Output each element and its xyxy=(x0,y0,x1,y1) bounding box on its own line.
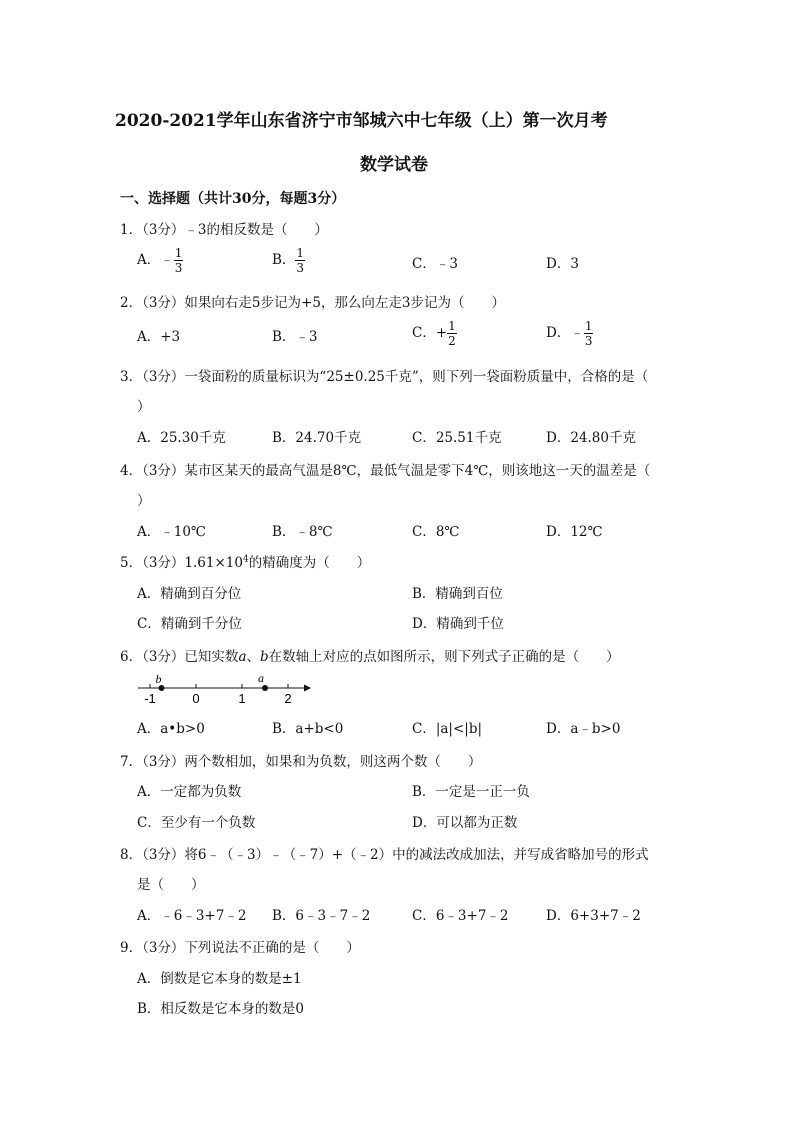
question-4-option-d: D．12℃ xyxy=(546,524,603,540)
tick-label: 0 xyxy=(192,691,200,706)
number-line-arrow xyxy=(304,685,311,692)
question-5-option-b: B．精确到百位 xyxy=(412,586,503,602)
question-3-option-b: B．24.70千克 xyxy=(272,430,362,446)
page-title-line1: 2020-2021学年山东省济宁市邹城六中七年级（上）第一次月考 xyxy=(115,111,608,131)
question-7-option-a: A．一定都为负数 xyxy=(137,784,242,800)
question-6-option-b: B．a+b<0 xyxy=(272,721,344,737)
tick-label: -1 xyxy=(144,691,156,706)
question-4-option-a: A．﹣10℃ xyxy=(137,524,207,540)
question-7-option-d: D．可以都为正数 xyxy=(412,815,518,831)
question-1-option-a: A．﹣ $\frac{1}{3}$ xyxy=(137,246,183,275)
question-8-option-a: A．﹣6﹣3+7﹣2 xyxy=(137,908,247,924)
question-8-option-b: B．6﹣3﹣7﹣2 xyxy=(272,908,371,924)
question-1-option-c: C．﹣3 xyxy=(412,256,458,272)
question-7-option-c: C．至少有一个负数 xyxy=(137,815,256,831)
point-b-label: b xyxy=(155,672,162,686)
question-1-option-d: D．3 xyxy=(546,256,579,272)
question-4-option-b: B．﹣8℃ xyxy=(272,524,333,540)
question-4-stem-line1: 4．（3分）某市区某天的最高气温是8℃，最低气温是零下4℃，则该地这一天的温差是（ xyxy=(120,463,651,479)
question-5-option-a: A．精确到百分位 xyxy=(137,586,242,602)
question-3-option-d: D．24.80千克 xyxy=(546,430,636,446)
question-7-stem: 7．（3分）两个数相加，如果和为负数，则这两个数（ ） xyxy=(120,754,482,770)
question-5-option-d: D．精确到千位 xyxy=(412,616,504,632)
question-1-stem: 1．（3分）﹣3的相反数是（ ） xyxy=(120,222,329,238)
number-line-figure xyxy=(134,668,314,706)
question-6-option-a: A．a•b>0 xyxy=(137,721,205,737)
question-9-option-a: A．倒数是它本身的数是±1 xyxy=(137,971,302,987)
question-6-stem: 6．（3分）已知实数a、b在数轴上对应的点如图所示，则下列式子正确的是（ ） xyxy=(120,649,620,665)
question-2-option-c: C．+ $\frac{1}{2}$ xyxy=(412,319,456,348)
question-2-option-d: D．﹣ $\frac{1}{3}$ xyxy=(546,319,593,348)
question-8-stem-line2: 是（ ） xyxy=(137,877,205,893)
question-7-option-b: B．一定是一正一负 xyxy=(412,784,530,800)
question-2-option-a: A．+3 xyxy=(137,329,181,345)
question-2-option-b: B．﹣3 xyxy=(272,329,318,345)
question-3-stem-line2: ） xyxy=(137,399,151,415)
question-3-option-c: C．25.51千克 xyxy=(412,430,502,446)
question-5-stem: 5．（3分）$1.61\times 10^4$的精确度为（ ） xyxy=(120,554,371,571)
question-4-stem-line2: ） xyxy=(137,493,151,509)
question-6-option-c: C．|a|<|b| xyxy=(412,721,483,737)
page-title-line2: 数学试卷 xyxy=(360,155,428,175)
section-header: 一、选择题（共计30分，每题3分） xyxy=(120,191,346,207)
point-a-marker xyxy=(262,685,268,691)
question-1-option-b: B． $\frac{1}{3}$ xyxy=(272,246,305,275)
point-a-label: a xyxy=(258,671,264,685)
tick-label: 2 xyxy=(284,691,292,706)
question-8-option-d: D．6+3+7﹣2 xyxy=(546,908,641,924)
number-line-tick-labels xyxy=(144,691,291,706)
question-4-option-c: C．8℃ xyxy=(412,524,460,540)
question-8-option-c: C．6﹣3+7﹣2 xyxy=(412,908,509,924)
tick-label: 1 xyxy=(238,691,246,706)
question-9-option-b: B．相反数是它本身的数是0 xyxy=(137,1001,305,1017)
question-6-option-d: D．a﹣b>0 xyxy=(546,721,621,737)
question-5-option-c: C．精确到千分位 xyxy=(137,616,242,632)
question-3-option-a: A．25.30千克 xyxy=(137,430,226,446)
question-3-stem-line1: 3．（3分）一袋面粉的质量标识为“25±0.25千克”，则下列一袋面粉质量中，合格的是（ xyxy=(120,369,649,385)
question-2-stem: 2．（3分）如果向右走5步记为+5，那么向左走3步记为（ ） xyxy=(120,295,506,311)
question-9-stem: 9．（3分）下列说法不正确的是（ ） xyxy=(120,940,360,956)
question-8-stem-line1: 8．（3分）将6﹣（﹣3）﹣（﹣7）+（﹣2）中的减法改成加法，并写成省略加号的形式 xyxy=(120,847,649,863)
